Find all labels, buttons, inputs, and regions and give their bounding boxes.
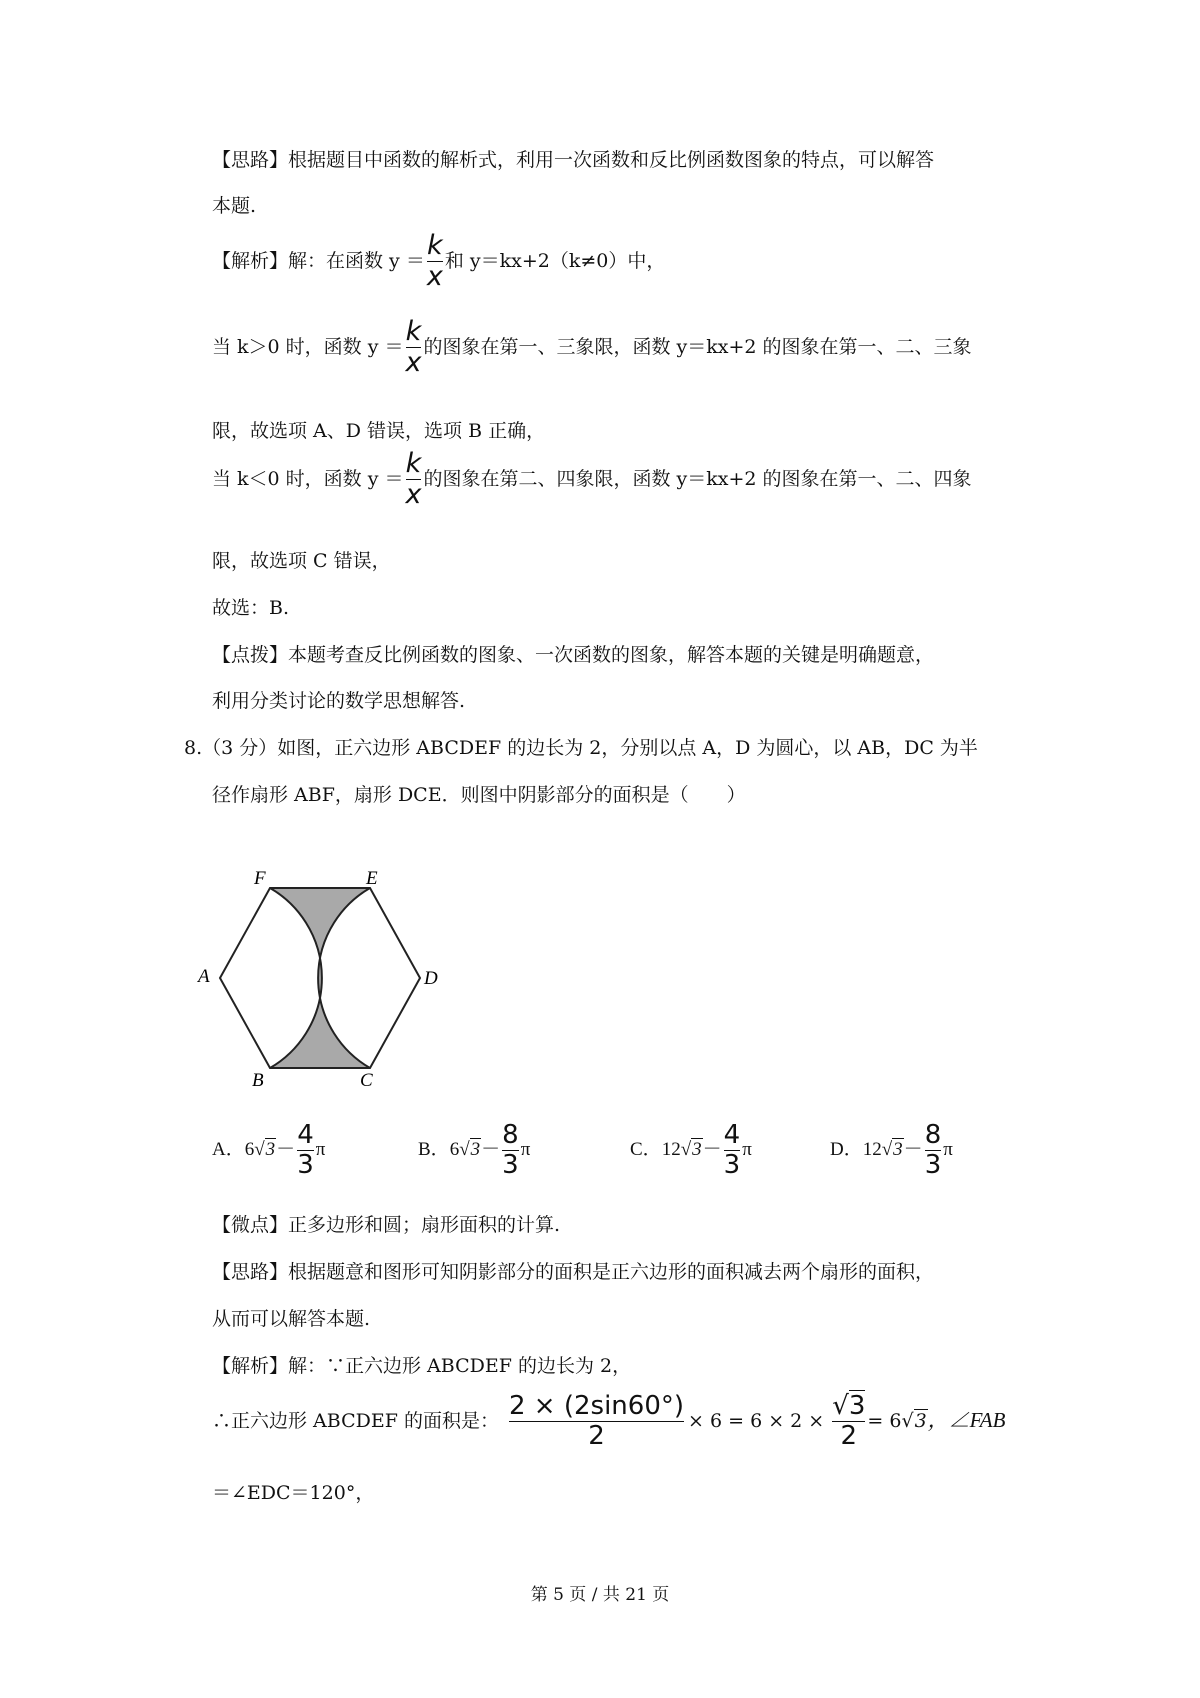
area-pre: ∴正六边形 ABCDEF 的面积是： <box>212 1409 499 1432</box>
frac-den: x <box>405 479 422 511</box>
case2-line <box>212 450 972 510</box>
fraction-k-over-x <box>427 232 443 292</box>
radicand: 3 <box>470 1139 481 1161</box>
label-e: E <box>366 868 378 889</box>
label-a: A <box>198 966 210 987</box>
q8-silu-text-1: 根据题意和图形可知阴影部分的面积是正六边形的面积减去两个扇形的面积， <box>288 1261 935 1283</box>
q8-silu-line-2: 从而可以解答本题. <box>212 1308 371 1330</box>
frac-num: k <box>427 230 443 261</box>
silu-line-1 <box>212 145 934 172</box>
radicand: 3 <box>893 1139 903 1161</box>
jiexi-line <box>212 232 665 292</box>
choice-fraction <box>502 1122 519 1180</box>
radicand: 3 <box>265 1139 276 1161</box>
pi-symbol: π <box>315 1139 326 1161</box>
case1-line-2: 限，故选项 A、D 错误，选项 B 正确， <box>212 420 546 442</box>
sqrt-sign: √3 <box>680 1139 702 1161</box>
case1-line <box>212 318 972 378</box>
case1-post: 的图象在第一、三象限，函数 y＝kx+2 的图象在第一、二、三象 <box>423 335 972 358</box>
choice-letter: A． <box>212 1139 245 1161</box>
frac-den: 3 <box>502 1150 519 1181</box>
radicand: 3 <box>914 1409 927 1432</box>
minus-sign: － <box>702 1139 722 1161</box>
frac-den: x <box>405 347 422 379</box>
frac-num: k <box>405 316 422 347</box>
q8-silu-tag: 【思路】 <box>212 1261 289 1283</box>
dianbo-line-2: 利用分类讨论的数学思想解答. <box>212 690 466 712</box>
frac-num: k <box>405 448 422 479</box>
weidian-tag: 【微点】 <box>212 1214 289 1236</box>
choice-c[interactable] <box>630 1122 752 1180</box>
radicand: 3 <box>692 1139 702 1161</box>
silu-tag: 【思路】 <box>212 149 289 171</box>
pi-symbol: π <box>520 1139 531 1161</box>
case2-line-2: 限，故选项 C 错误， <box>212 550 391 572</box>
jiexi-post: 和 y＝kx+2（k≠0）中， <box>444 249 666 272</box>
choice-d[interactable] <box>830 1122 953 1180</box>
frac-den: 3 <box>297 1150 314 1181</box>
choice-coef: 6 <box>449 1139 460 1161</box>
frac-num: 4 <box>297 1120 314 1150</box>
dianbo-text-1: 本题考查反比例函数的图象、一次函数的图象，解答本题的关键是明确题意， <box>288 644 935 666</box>
page-footer: 第 5 页 / 共 21 页 <box>530 1585 670 1605</box>
area-mid: × 6 = 6 × 2 × <box>688 1409 825 1432</box>
area-fraction <box>509 1393 684 1451</box>
frac-num: 8 <box>502 1120 519 1150</box>
choice-letter: C． <box>630 1139 662 1161</box>
case1-pre: 当 k＞0 时，函数 y ＝ <box>212 335 404 358</box>
sqrt-sign: √3 <box>254 1139 276 1161</box>
q8-silu-line-1 <box>212 1257 934 1284</box>
sqrt-frac-radicand: 3 <box>848 1391 866 1421</box>
q8-jiexi-line <box>212 1351 631 1378</box>
minus-sign: － <box>903 1139 923 1161</box>
minus-sign: － <box>481 1139 501 1161</box>
area-tail: ，∠FAB <box>927 1407 1006 1432</box>
q8-stem-line-2: 径作扇形 ABF，扇形 DCE．则图中阴影部分的面积是（ ） <box>212 784 746 806</box>
dianbo-line-1 <box>212 640 934 667</box>
q8-jiexi-tag: 【解析】 <box>212 1355 289 1377</box>
answer-line: 故选：B. <box>212 597 290 619</box>
q8-stem-line-1: 8.（3 分）如图，正六边形 ABCDEF 的边长为 2，分别以点 A，D 为圆心，以 AB，DC 为半 <box>184 737 978 759</box>
frac-den: 3 <box>723 1150 741 1181</box>
sqrt-sign: √3 <box>901 1409 927 1432</box>
dianbo-tag: 【点拨】 <box>212 644 289 666</box>
choice-coef: 6 <box>244 1139 255 1161</box>
fraction-k-over-x <box>406 450 422 510</box>
hexagon-figure <box>198 868 470 1098</box>
choice-a[interactable] <box>212 1122 325 1180</box>
choice-fraction <box>297 1122 314 1180</box>
sqrt3-over-2 <box>832 1393 865 1451</box>
area-post: = 6 <box>867 1409 902 1432</box>
sqrt-sign: √3 <box>881 1139 903 1161</box>
area-frac-den: 2 <box>588 1421 605 1452</box>
area-frac-num: 2 × (2sin60°) <box>509 1391 685 1421</box>
shaded-region <box>270 888 370 1068</box>
choice-fraction <box>925 1122 942 1180</box>
minus-sign: － <box>276 1139 296 1161</box>
label-c: C <box>360 1070 373 1091</box>
sqrt-frac-num: √3 <box>832 1391 866 1421</box>
frac-den: 3 <box>924 1150 942 1181</box>
label-b: B <box>252 1070 264 1091</box>
weidian-text: 正多边形和圆；扇形面积的计算. <box>288 1214 561 1236</box>
case2-pre: 当 k＜0 时，函数 y ＝ <box>212 467 404 490</box>
frac-num: 4 <box>723 1120 741 1150</box>
choice-fraction <box>724 1122 741 1180</box>
label-f: F <box>254 868 266 889</box>
choice-letter: D． <box>830 1139 863 1161</box>
pi-symbol: π <box>742 1139 752 1161</box>
frac-num: 8 <box>924 1120 942 1150</box>
jiexi-pre: 解：在函数 y ＝ <box>288 249 425 272</box>
fraction-k-over-x <box>406 318 422 378</box>
sqrt-sign: √3 <box>459 1139 481 1161</box>
label-d: D <box>424 968 438 989</box>
jiexi-tag: 【解析】 <box>212 249 289 272</box>
frac-den: x <box>426 261 443 293</box>
angle-line: ＝∠EDC＝120°， <box>212 1482 375 1504</box>
silu-text-1: 根据题目中函数的解析式，利用一次函数和反比例函数图象的特点，可以解答 <box>288 149 935 171</box>
sqrt-frac-den: 2 <box>840 1421 858 1452</box>
choice-coef: 12 <box>862 1139 882 1161</box>
silu-line-2: 本题. <box>212 195 257 217</box>
weidian-line <box>212 1210 560 1237</box>
choice-letter: B． <box>418 1139 450 1161</box>
q8-jiexi-text: 解：∵正六边形 ABCDEF 的边长为 2， <box>288 1355 632 1377</box>
choice-coef: 12 <box>661 1139 681 1161</box>
pi-symbol: π <box>943 1139 953 1161</box>
choice-b[interactable] <box>418 1122 530 1180</box>
area-line <box>212 1393 1005 1451</box>
case2-post: 的图象在第二、四象限，函数 y＝kx+2 的图象在第一、二、四象 <box>423 467 972 490</box>
